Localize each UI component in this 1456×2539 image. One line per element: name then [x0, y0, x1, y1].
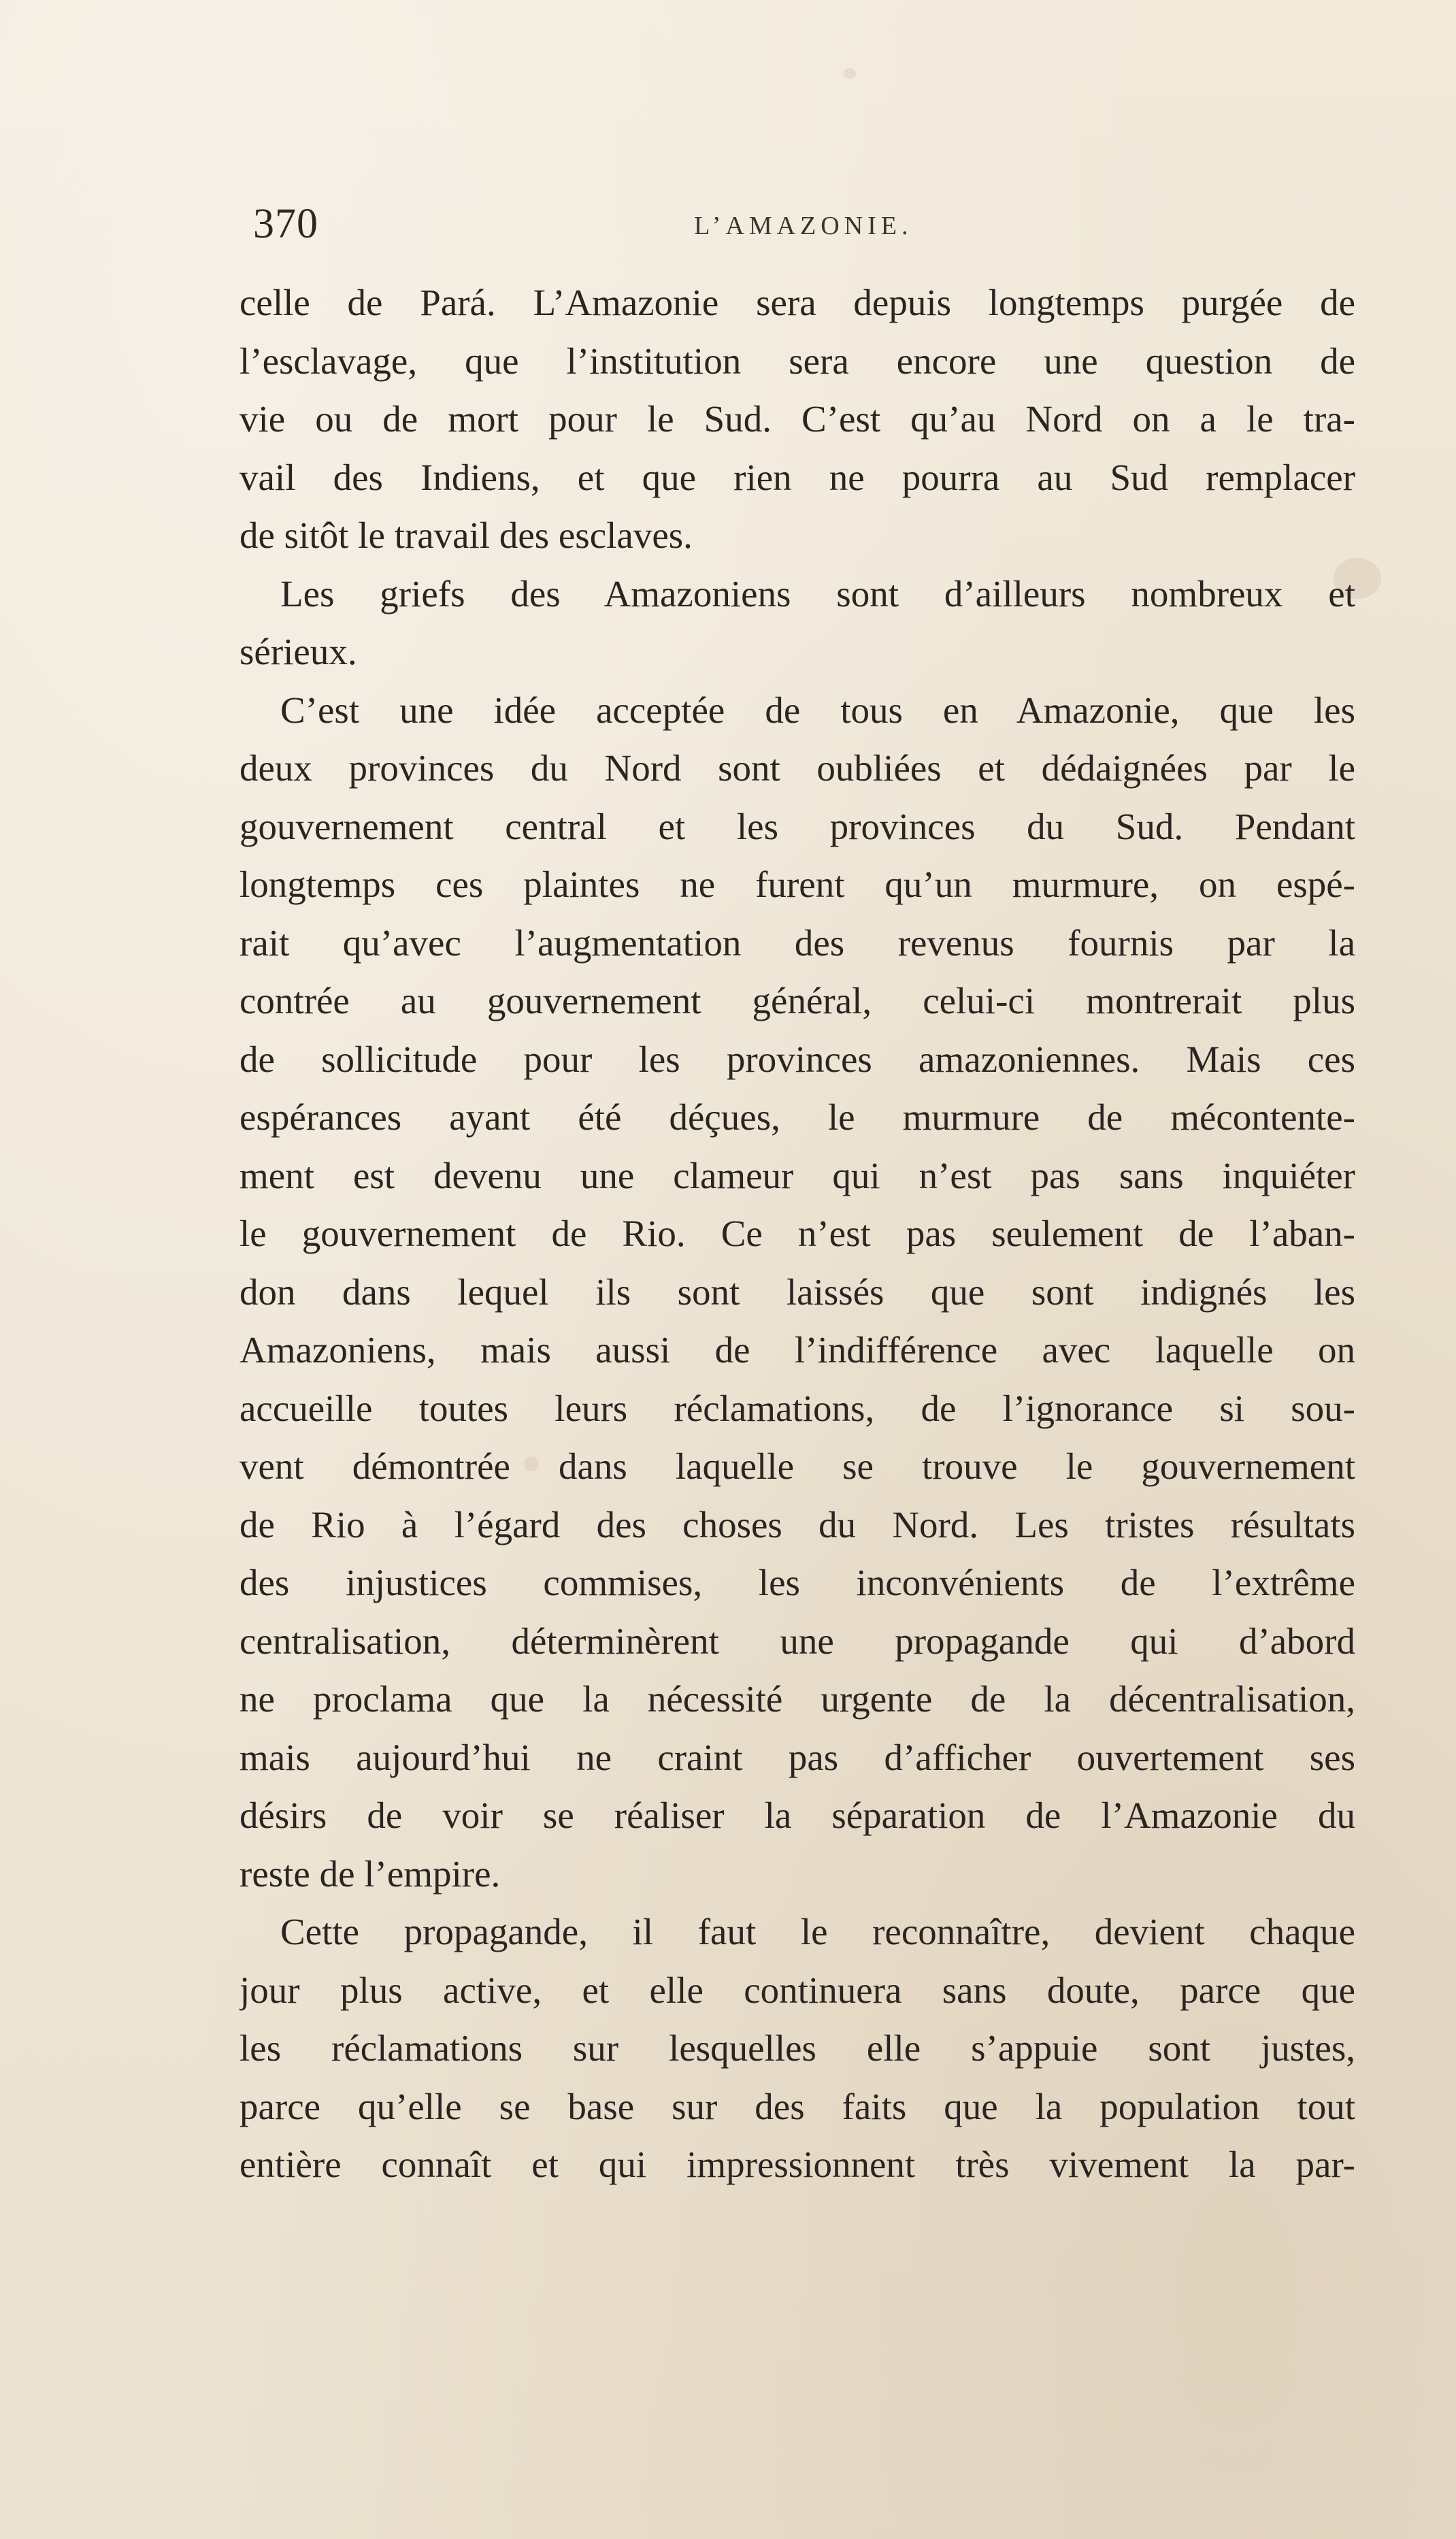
text-line: vent démontrée dans laquelle se trouve le gouvernement: [239, 1445, 1355, 1487]
text-line: de Rio à l’égard des choses du Nord. Les tristes résultats: [239, 1503, 1355, 1545]
text-line: mais aujourd’hui ne craint pas d’afficher ouvertement ses: [239, 1736, 1355, 1778]
paper-stain: [844, 68, 856, 79]
text-line: sérieux.: [239, 631, 357, 672]
text-line: contrée au gouvernement général, celui-ci montrerait plus: [239, 980, 1355, 1021]
text-line: ne proclama que la nécessité urgente de la décentralisation,: [239, 1678, 1355, 1720]
text-line: C’est une idée acceptée de tous en Amazonie, que les: [280, 689, 1355, 731]
body-text: [239, 274, 1355, 2213]
text-line: jour plus active, et elle continuera sans doute, parce que: [239, 1969, 1355, 2011]
text-line: des injustices commises, les inconvénients de l’extrême: [239, 1562, 1355, 1603]
text-line: désirs de voir se réaliser la séparation de l’Amazonie du: [239, 1795, 1355, 1836]
text-line: deux provinces du Nord sont oubliées et dédaignées par le: [239, 747, 1355, 789]
text-line: ment est devenu une clameur qui n’est pas sans inquiéter: [239, 1154, 1355, 1196]
text-line: celle de Pará. L’Amazonie sera depuis longtemps purgée de: [239, 282, 1355, 323]
text-line: Amazoniens, mais aussi de l’indifférence avec laquelle on: [239, 1329, 1355, 1371]
text-line: de sitôt le travail des esclaves.: [239, 514, 693, 556]
text-line: le gouvernement de Rio. Ce n’est pas seulement de l’aban-: [239, 1213, 1355, 1254]
text-line: centralisation, déterminèrent une propagande qui d’abord: [239, 1620, 1355, 1662]
text-line: vie ou de mort pour le Sud. C’est qu’au Nord on a le tra-: [239, 398, 1355, 440]
text-line: rait qu’avec l’augmentation des revenus fournis par la: [239, 921, 1355, 964]
text-line: gouvernement central et les provinces du Sud. Pendant: [239, 805, 1355, 847]
text-line: les réclamations sur lesquelles elle s’appuie sont justes,: [239, 2027, 1355, 2069]
text-line: vail des Indiens, et que rien ne pourra au Sud remplacer: [239, 456, 1355, 498]
text-line: accueille toutes leurs réclamations, de l’ignorance si sou-: [239, 1387, 1355, 1429]
page-header: [0, 201, 1456, 259]
text-line: de sollicitude pour les provinces amazoniennes. Mais ces: [239, 1038, 1355, 1080]
text-line: parce qu’elle se base sur des faits que la population tout: [239, 2085, 1355, 2127]
text-line: espérances ayant été déçues, le murmure de mécontente-: [239, 1096, 1355, 1138]
text-line: l’esclavage, que l’institution sera encore une question de: [239, 340, 1355, 382]
text-line: longtemps ces plaintes ne furent qu’un murmure, on espé-: [239, 864, 1355, 905]
text-line: don dans lequel ils sont laissés que sont indignés les: [239, 1271, 1355, 1313]
text-line: entière connaît et qui impressionnent très vivement la par-: [239, 2144, 1355, 2185]
running-head: L’AMAZONIE.: [694, 212, 913, 240]
page-number: 370: [253, 201, 318, 247]
text-line: reste de l’empire.: [239, 1852, 501, 1895]
text-line: Les griefs des Amazoniens sont d’ailleurs nombreux et: [280, 572, 1355, 615]
text-line: Cette propagande, il faut le reconnaître, devient chaque: [280, 1911, 1355, 1952]
